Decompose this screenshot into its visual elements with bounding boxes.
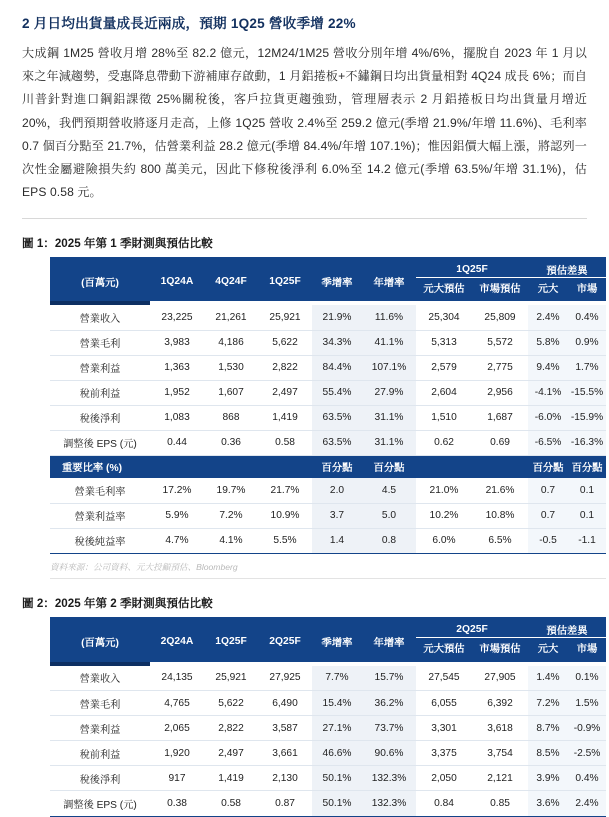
figure2-row3-f1: 3,754 (472, 741, 528, 766)
figure1-row5-c2: 0.58 (258, 430, 312, 455)
figure1-ratio1-label: 營業利益率 (50, 503, 150, 528)
figure2-row2-f0: 3,301 (416, 716, 472, 741)
figure1-ratio2-label: 稅後純益率 (50, 528, 150, 553)
figure2-row1-c0: 4,765 (150, 691, 204, 716)
figure1-ratio0-qoq: 2.0 (312, 478, 362, 503)
figure1-col-1: 1Q24A (150, 257, 204, 302)
table-row (50, 666, 606, 691)
figure1-ratio0-f0: 21.0% (416, 478, 472, 503)
figure2-row0-qoq: 7.7% (312, 666, 362, 691)
figure2-col-qoq: 季增率 (312, 617, 362, 662)
figure1-ratio0-label: 營業毛利率 (50, 478, 150, 503)
figure1-row4-v0: -6.0% (528, 405, 568, 430)
figure1-ratio2-yoy: 0.8 (362, 528, 416, 553)
figure1-ratio2-c2: 5.5% (258, 528, 312, 553)
figure2-row4-yoy: 132.3% (362, 766, 416, 791)
figure1-ratio1-c1: 7.2% (204, 503, 258, 528)
figure2-row5-c1: 0.58 (204, 791, 258, 816)
figure2-row0-f0: 27,545 (416, 666, 472, 691)
figure2-row0-f1: 27,905 (472, 666, 528, 691)
figure2-row4-label: 稅後淨利 (50, 766, 150, 791)
figure2-row1-label: 營業毛利 (50, 691, 150, 716)
figure1-row4-yoy: 31.1% (362, 405, 416, 430)
figure1-row4-f0: 1,510 (416, 405, 472, 430)
figure1-ratio0-c2: 21.7% (258, 478, 312, 503)
figure1-row0-yoy: 11.6% (362, 305, 416, 330)
table-row (50, 430, 606, 455)
figure2-row4-v1: 0.4% (568, 766, 606, 791)
figure2-row1-v1: 1.5% (568, 691, 606, 716)
table-row (50, 330, 606, 355)
figure2-row4-f0: 2,050 (416, 766, 472, 791)
figure2-caption: 圖 2：2025 年第 2 季財測與預估比較 (22, 597, 213, 611)
figure1-row5-v1: -16.3% (568, 430, 606, 455)
figure1-row5-v0: -6.5% (528, 430, 568, 455)
figure2-row0-c0: 24,135 (150, 666, 204, 691)
table-row (50, 741, 606, 766)
figure1-row0-f1: 25,809 (472, 305, 528, 330)
figure2-row4-c0: 917 (150, 766, 204, 791)
figure1-ratio2-c1: 4.1% (204, 528, 258, 553)
figure1-band-f0 (416, 455, 472, 478)
figure1-row5-yoy: 31.1% (362, 430, 416, 455)
figure1-col-3: 1Q25F (258, 257, 312, 302)
figure1-row3-c0: 1,952 (150, 380, 204, 405)
figure1-row1-yoy: 41.1% (362, 330, 416, 355)
figure2-row3-c2: 3,661 (258, 741, 312, 766)
figure1-ratio1-c2: 10.9% (258, 503, 312, 528)
figure2-row5-yoy: 132.3% (362, 791, 416, 816)
figure1-ratio1-yoy: 5.0 (362, 503, 416, 528)
figure1-table (50, 257, 606, 554)
figure2-row1-qoq: 15.4% (312, 691, 362, 716)
figure2-col-unit: (百萬元) (50, 617, 150, 662)
figure2-row1-c1: 5,622 (204, 691, 258, 716)
figure2-row5-v1: 2.4% (568, 791, 606, 816)
figure2-row3-c1: 2,497 (204, 741, 258, 766)
table-row (50, 528, 606, 553)
figure1-ratio0-f1: 21.6% (472, 478, 528, 503)
figure1-band-label: 重要比率 (%) (50, 455, 150, 478)
figure1-group-variance: 預估差異 (528, 257, 606, 278)
figure2-row4-f1: 2,121 (472, 766, 528, 791)
table-row (50, 380, 606, 405)
figure1-row2-f1: 2,775 (472, 355, 528, 380)
figure2-row4-v0: 3.9% (528, 766, 568, 791)
figure1-row2-c1: 1,530 (204, 355, 258, 380)
figure2-col-1: 2Q24A (150, 617, 204, 662)
figure2-row2-qoq: 27.1% (312, 716, 362, 741)
figure2-row3-label: 稅前利益 (50, 741, 150, 766)
figure1-ratio2-v1: -1.1 (568, 528, 606, 553)
figure1-ratio0-v0: 0.7 (528, 478, 568, 503)
figure1-table-wrap (22, 257, 604, 555)
figure1-ratio0-c0: 17.2% (150, 478, 204, 503)
figure1-row4-qoq: 63.5% (312, 405, 362, 430)
figure1-col-yuanta-v: 元大 (528, 277, 568, 301)
table-row (50, 478, 606, 503)
figure2-col-market-f: 市場預估 (472, 638, 528, 662)
figure1-band-c0 (150, 455, 204, 478)
figure1-ratio1-f0: 10.2% (416, 503, 472, 528)
figure1-row1-f1: 5,572 (472, 330, 528, 355)
figure1-row1-label: 營業毛利 (50, 330, 150, 355)
figure2-row5-v0: 3.6% (528, 791, 568, 816)
figure2-table-wrap (22, 617, 601, 817)
figure1-row5-c1: 0.36 (204, 430, 258, 455)
figure1-bottom-rule (50, 553, 606, 554)
figure1-col-2: 4Q24F (204, 257, 258, 302)
figure2-row1-f1: 6,392 (472, 691, 528, 716)
figure1-col-market-v: 市場 (568, 277, 606, 301)
figure1-ratio2-c0: 4.7% (150, 528, 204, 553)
figure2-row1-v0: 7.2% (528, 691, 568, 716)
figure1-row5-f1: 0.69 (472, 430, 528, 455)
figure2-row0-c2: 27,925 (258, 666, 312, 691)
figure2-row3-c0: 1,920 (150, 741, 204, 766)
figure1-row2-yoy: 107.1% (362, 355, 416, 380)
figure1-row3-qoq: 55.4% (312, 380, 362, 405)
figure1-row2-label: 營業利益 (50, 355, 150, 380)
figure1-row3-label: 稅前利益 (50, 380, 150, 405)
figure2-row2-c0: 2,065 (150, 716, 204, 741)
figure1-row0-v0: 2.4% (528, 305, 568, 330)
figure1-row3-f0: 2,604 (416, 380, 472, 405)
figure1-row2-qoq: 84.4% (312, 355, 362, 380)
figure2-row2-v1: -0.9% (568, 716, 606, 741)
figure2-row3-v0: 8.5% (528, 741, 568, 766)
figure1-col-yoy: 年增率 (362, 257, 416, 302)
figure2-row3-f0: 3,375 (416, 741, 472, 766)
figure2-col-market-v: 市場 (568, 638, 606, 662)
figure1-ratio2-f1: 6.5% (472, 528, 528, 553)
figure2-row5-f1: 0.85 (472, 791, 528, 816)
figure1-row0-f0: 25,304 (416, 305, 472, 330)
figure1-row2-f0: 2,579 (416, 355, 472, 380)
figure1-row2-c0: 1,363 (150, 355, 204, 380)
figure1-row1-c2: 5,622 (258, 330, 312, 355)
figure2-row4-qoq: 50.1% (312, 766, 362, 791)
figure2-row2-f1: 3,618 (472, 716, 528, 741)
figure1-band-v0: 百分點 (528, 455, 568, 478)
figure1-row3-v0: -4.1% (528, 380, 568, 405)
figure1-row5-c0: 0.44 (150, 430, 204, 455)
figure1-source: 資料來源：公司資料、元大投顧預估、Bloomberg (50, 561, 606, 579)
figure1-ratio0-v1: 0.1 (568, 478, 606, 503)
figure2-thead (50, 617, 606, 666)
figure1-ratio1-f1: 10.8% (472, 503, 528, 528)
figure2-row0-v1: 0.1% (568, 666, 606, 691)
figure1-row2-c2: 2,822 (258, 355, 312, 380)
figure2-row4-c2: 2,130 (258, 766, 312, 791)
figure2-row5-c0: 0.38 (150, 791, 204, 816)
figure1-row1-f0: 5,313 (416, 330, 472, 355)
figure2-group-variance: 預估差異 (528, 617, 606, 638)
figure1-row5-f0: 0.62 (416, 430, 472, 455)
figure2-row2-c1: 2,822 (204, 716, 258, 741)
figure2-row1-yoy: 36.2% (362, 691, 416, 716)
figure1-row3-v1: -15.5% (568, 380, 606, 405)
figure1-tbody (50, 305, 606, 553)
figure2-col-yuanta-f: 元大預估 (416, 638, 472, 662)
figure2-group-header-row (50, 617, 606, 638)
figure1-ratio1-v0: 0.7 (528, 503, 568, 528)
figure1-row2-v1: 1.7% (568, 355, 606, 380)
figure1-col-unit: (百萬元) (50, 257, 150, 302)
figure1-row0-qoq: 21.9% (312, 305, 362, 330)
divider-above-figure1 (22, 218, 587, 219)
figure1-row0-label: 營業收入 (50, 305, 150, 330)
table-row (50, 791, 606, 816)
figure1-col-yuanta-f: 元大預估 (416, 277, 472, 301)
figure1-ratio0-yoy: 4.5 (362, 478, 416, 503)
figure1-row3-c1: 1,607 (204, 380, 258, 405)
figure1-band-v1: 百分點 (568, 455, 606, 478)
figure1-ratio2-qoq: 1.4 (312, 528, 362, 553)
figure2-row0-yoy: 15.7% (362, 666, 416, 691)
figure1-ratio1-qoq: 3.7 (312, 503, 362, 528)
figure1-row4-v1: -15.9% (568, 405, 606, 430)
figure1-row0-c1: 21,261 (204, 305, 258, 330)
figure2-row1-f0: 6,055 (416, 691, 472, 716)
figure2-col-yoy: 年增率 (362, 617, 416, 662)
figure2-bottom-rule (50, 816, 606, 817)
figure1-row3-yoy: 27.9% (362, 380, 416, 405)
figure1-col-qoq: 季增率 (312, 257, 362, 302)
figure1-row0-c2: 25,921 (258, 305, 312, 330)
figure1-row4-label: 稅後淨利 (50, 405, 150, 430)
figure1-ratio2-v0: -0.5 (528, 528, 568, 553)
figure1-group-header-row (50, 257, 606, 278)
figure2-row1-c2: 6,490 (258, 691, 312, 716)
figure1-group-forecast: 1Q25F (416, 257, 528, 278)
figure1-row1-c1: 4,186 (204, 330, 258, 355)
figure1-row1-qoq: 34.3% (312, 330, 362, 355)
figure1-row1-v0: 5.8% (528, 330, 568, 355)
figure2-table (50, 617, 606, 816)
figure2-group-forecast: 2Q25F (416, 617, 528, 638)
figure1-ratio1-v1: 0.1 (568, 503, 606, 528)
table-row (50, 691, 606, 716)
figure2-row2-yoy: 73.7% (362, 716, 416, 741)
figure1-row4-c0: 1,083 (150, 405, 204, 430)
figure2-col-2: 1Q25F (204, 617, 258, 662)
figure2-row0-v0: 1.4% (528, 666, 568, 691)
figure1-row1-c0: 3,983 (150, 330, 204, 355)
figure1-thead (50, 257, 606, 306)
figure2-row0-c1: 25,921 (204, 666, 258, 691)
figure1-band-yoy: 百分點 (362, 455, 416, 478)
figure1-row0-c0: 23,225 (150, 305, 204, 330)
table-row (50, 405, 606, 430)
figure1-caption: 圖 1：2025 年第 1 季財測與預估比較 (22, 236, 213, 250)
figure1-row2-v0: 9.4% (528, 355, 568, 380)
figure2-col-yuanta-v: 元大 (528, 638, 568, 662)
figure1-ratio1-c0: 5.9% (150, 503, 204, 528)
figure2-row5-label: 調整後 EPS (元) (50, 791, 150, 816)
figure2-row3-v1: -2.5% (568, 741, 606, 766)
figure2-row3-qoq: 46.6% (312, 741, 362, 766)
figure1-row1-v1: 0.9% (568, 330, 606, 355)
figure2-row5-f0: 0.84 (416, 791, 472, 816)
figure1-band-f1 (472, 455, 528, 478)
table-row (50, 503, 606, 528)
figure1-ratio0-c1: 19.7% (204, 478, 258, 503)
figure1-band-qoq: 百分點 (312, 455, 362, 478)
figure1-row3-c2: 2,497 (258, 380, 312, 405)
figure2-row0-label: 營業收入 (50, 666, 150, 691)
figure1-row3-f1: 2,956 (472, 380, 528, 405)
figure2-row2-label: 營業利益 (50, 716, 150, 741)
figure1-col-market-f: 市場預估 (472, 277, 528, 301)
figure1-row5-label: 調整後 EPS (元) (50, 430, 150, 455)
figure2-row3-yoy: 90.6% (362, 741, 416, 766)
figure2-row5-c2: 0.87 (258, 791, 312, 816)
figure2-col-3: 2Q25F (258, 617, 312, 662)
figure1-ratio2-f0: 6.0% (416, 528, 472, 553)
figure1-row4-f1: 1,687 (472, 405, 528, 430)
figure1-row0-v1: 0.4% (568, 305, 606, 330)
summary-paragraph: 大成鋼 1M25 營收月增 28%至 82.2 億元，12M24/1M25 營收分別年增 4%/6%，擺脫自 2023 年 1 月以來之年減趨勢，受惠降息帶動下游補庫存啟動，1 月鋁捲板+不鏽鋼日均出貨量相對 4Q24 成長 6%；而自川普針對進口鋼鋁課徵 25%關稅後，客戶拉貨更趨強勁，管理層表示 2 月鋁捲板日均出貨量月增近 20%，我們預期營收將逐月走高，上修 1Q25 營收 2.4%至 259.2 億元(季增 21.9%/年增 11.6%)、毛利率 0.7 個百分點至 21.7%，估營業利益 28.2 億元(季增 84.4%/年增 107.1%)；惟因鋁價大幅上漲，將認列一次性金屬避險損失約 800 萬美元，因此下修稅後淨利 6.0%至 14.2 億元(季增 63.5%/年增 31.1%)，估 EPS 0.58 元。 (22, 46, 587, 200)
table-row (50, 716, 606, 741)
figure2-tbody (50, 666, 606, 816)
page-title: 2 月日均出貨量成長近兩成，預期 1Q25 營收季增 22% (22, 16, 356, 31)
table-row (50, 355, 606, 380)
figure1-row4-c1: 868 (204, 405, 258, 430)
figure2-row2-v0: 8.7% (528, 716, 568, 741)
table-row (50, 766, 606, 791)
figure2-row2-c2: 3,587 (258, 716, 312, 741)
figure2-row4-c1: 1,419 (204, 766, 258, 791)
figure1-section-band (50, 455, 606, 478)
table-row (50, 305, 606, 330)
figure2-row5-qoq: 50.1% (312, 791, 362, 816)
figure1-band-c2 (258, 455, 312, 478)
figure1-row4-c2: 1,419 (258, 405, 312, 430)
figure1-row5-qoq: 63.5% (312, 430, 362, 455)
figure1-band-c1 (204, 455, 258, 478)
